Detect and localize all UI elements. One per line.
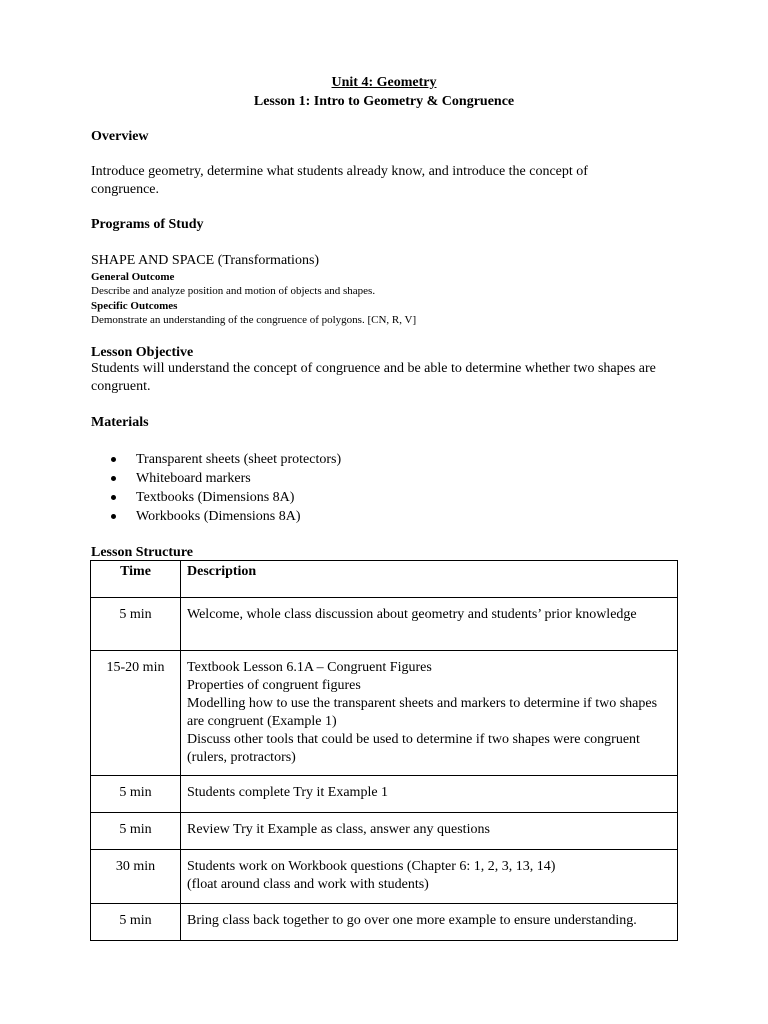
materials-item-text: Workbooks (Dimensions 8A) (136, 509, 301, 524)
row-description-line: Discuss other tools that could be used to determine if two shapes were congruent (rulers, protractors) (187, 732, 640, 765)
specific-outcomes-text: Demonstrate an understanding of the congruence of polygons. [CN, R, V] (91, 314, 417, 326)
row-time: 30 min (91, 850, 181, 904)
row-description-line: Textbook Lesson 6.1A – Congruent Figures (187, 660, 432, 675)
row-description-line: Properties of congruent figures (187, 678, 361, 693)
overview-text: Introduce geometry, determine what students already know, and introduce the concept of congruence. (91, 164, 588, 197)
strand-title: SHAPE AND SPACE (Transformations) (91, 253, 320, 268)
table-row (91, 904, 678, 941)
table-row (91, 651, 678, 776)
bullet-icon (111, 514, 116, 519)
programs-of-study-heading: Programs of Study (91, 217, 204, 232)
row-description-line: Modelling how to use the transparent sheets and markers to determine if two shapes are congruent (Example 1) (187, 696, 658, 729)
materials-item (108, 507, 341, 526)
bullet-icon (111, 476, 116, 481)
lesson-title: Lesson 1: Intro to Geometry & Congruence (253, 94, 515, 109)
row-description-line: Welcome, whole class discussion about geometry and students’ prior knowledge (187, 607, 637, 622)
row-description-line: Bring class back together to go over one more example to ensure understanding. (187, 913, 637, 928)
lesson-objective-heading: Lesson Objective (91, 345, 194, 360)
row-description-line: Review Try it Example as class, answer any questions (187, 822, 490, 837)
table-row (91, 598, 678, 651)
materials-heading: Materials (91, 415, 149, 430)
table-row (91, 813, 678, 850)
row-time: 5 min (91, 776, 181, 813)
materials-item (108, 469, 341, 488)
bullet-icon (111, 457, 116, 462)
lesson-structure-heading: Lesson Structure (91, 545, 194, 560)
row-time: 5 min (91, 598, 181, 651)
materials-item (108, 488, 341, 507)
row-description (181, 776, 678, 813)
row-description (181, 904, 678, 941)
row-description (181, 813, 678, 850)
row-description-line: Students complete Try it Example 1 (187, 785, 389, 800)
table-header-row (91, 561, 678, 598)
specific-outcomes-label: Specific Outcomes (91, 300, 178, 312)
materials-item (108, 450, 341, 469)
row-description-line: (float around class and work with students) (187, 877, 429, 892)
column-header-time: Time (91, 561, 181, 598)
bullet-icon (111, 495, 116, 500)
lesson-objective-text: Students will understand the concept of congruence and be able to determine whether two shapes are congruent. (91, 361, 656, 394)
materials-list (108, 450, 341, 526)
overview-heading: Overview (91, 129, 149, 144)
lesson-structure-table (90, 560, 678, 941)
row-description-line: Students work on Workbook questions (Chapter 6: 1, 2, 3, 13, 14) (187, 859, 556, 874)
unit-title: Unit 4: Geometry (331, 75, 437, 90)
row-time: 5 min (91, 904, 181, 941)
general-outcome-label: General Outcome (91, 271, 175, 283)
row-time: 5 min (91, 813, 181, 850)
column-header-description: Description (181, 561, 678, 598)
row-time: 15-20 min (91, 651, 181, 776)
row-description (181, 651, 678, 776)
row-description (181, 850, 678, 904)
materials-item-text: Whiteboard markers (136, 471, 251, 486)
table-row (91, 850, 678, 904)
materials-item-text: Transparent sheets (sheet protectors) (136, 452, 342, 467)
general-outcome-text: Describe and analyze position and motion of objects and shapes. (91, 285, 376, 297)
row-description (181, 598, 678, 651)
materials-item-text: Textbooks (Dimensions 8A) (136, 490, 295, 505)
table-row (91, 776, 678, 813)
